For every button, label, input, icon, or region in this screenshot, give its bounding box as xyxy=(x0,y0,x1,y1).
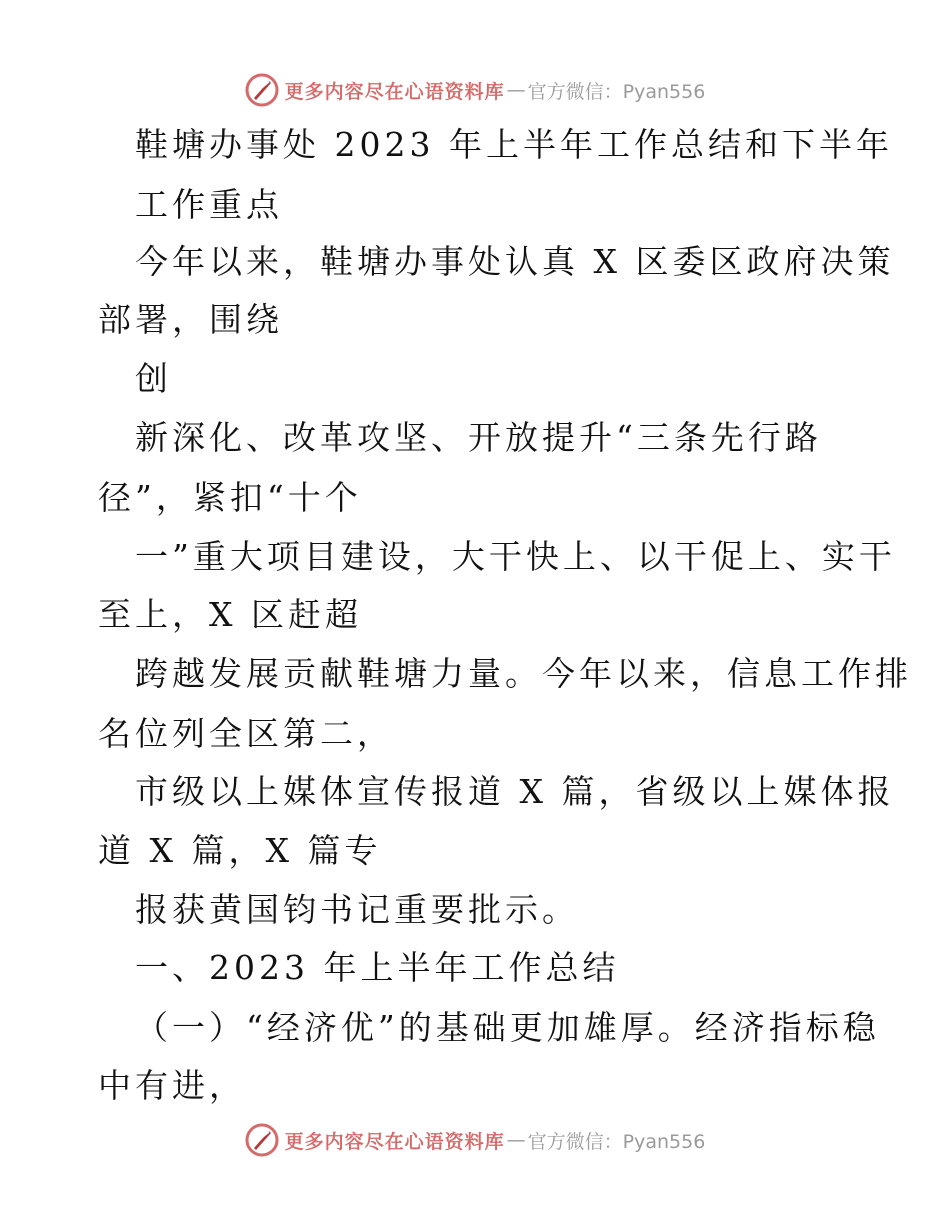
watermark-separator: — xyxy=(506,1129,526,1151)
paragraph-line: 一”重大项目建设，大干快上、以干促上、实干 xyxy=(135,537,896,576)
document-title-line-1: 鞋塘办事处 2023 年上半年工作总结和下半年 xyxy=(135,125,893,164)
watermark-separator: — xyxy=(506,79,526,101)
watermark-sub-text: 官方微信：Pyan556 xyxy=(527,80,706,103)
paragraph-line: 中有进， xyxy=(98,1066,246,1105)
watermark-main-text: 更多内容尽在心语资料库 xyxy=(284,80,505,103)
paragraph-line: 报获黄国钧书记重要批示。 xyxy=(135,890,579,929)
paragraph-line: 新深化、改革攻坚、开放提升“三条先行路 xyxy=(135,418,822,457)
paragraph-line: 跨越发展贡献鞋塘力量。今年以来，信息工作排 xyxy=(135,654,912,693)
subsection-heading-line: （一）“经济优”的基础更加雄厚。经济指标稳 xyxy=(135,1008,880,1047)
section-heading: 一、2023 年上半年工作总结 xyxy=(135,948,620,987)
paragraph-line: 道 X 篇，X 篇专 xyxy=(98,831,382,870)
watermark-main-text: 更多内容尽在心语资料库 xyxy=(284,1130,505,1153)
paragraph-line: 市级以上媒体宣传报道 X 篇，省级以上媒体报 xyxy=(135,772,895,811)
paragraph-line: 今年以来，鞋塘办事处认真 X 区委区政府决策 xyxy=(135,242,895,281)
paragraph-line: 名位列全区第二， xyxy=(98,714,394,753)
paragraph-line: 至上，X 区赶超 xyxy=(98,595,362,634)
paragraph-line: 径”，紧扣“十个 xyxy=(98,478,362,517)
watermark-footer xyxy=(0,1120,950,1160)
paragraph-line: 创 xyxy=(135,359,172,398)
paragraph-line: 部署，围绕 xyxy=(98,300,283,339)
watermark-sub-text: 官方微信：Pyan556 xyxy=(527,1130,706,1153)
document-title-line-2: 工作重点 xyxy=(135,185,283,224)
feather-pen-logo-icon xyxy=(245,1123,279,1157)
